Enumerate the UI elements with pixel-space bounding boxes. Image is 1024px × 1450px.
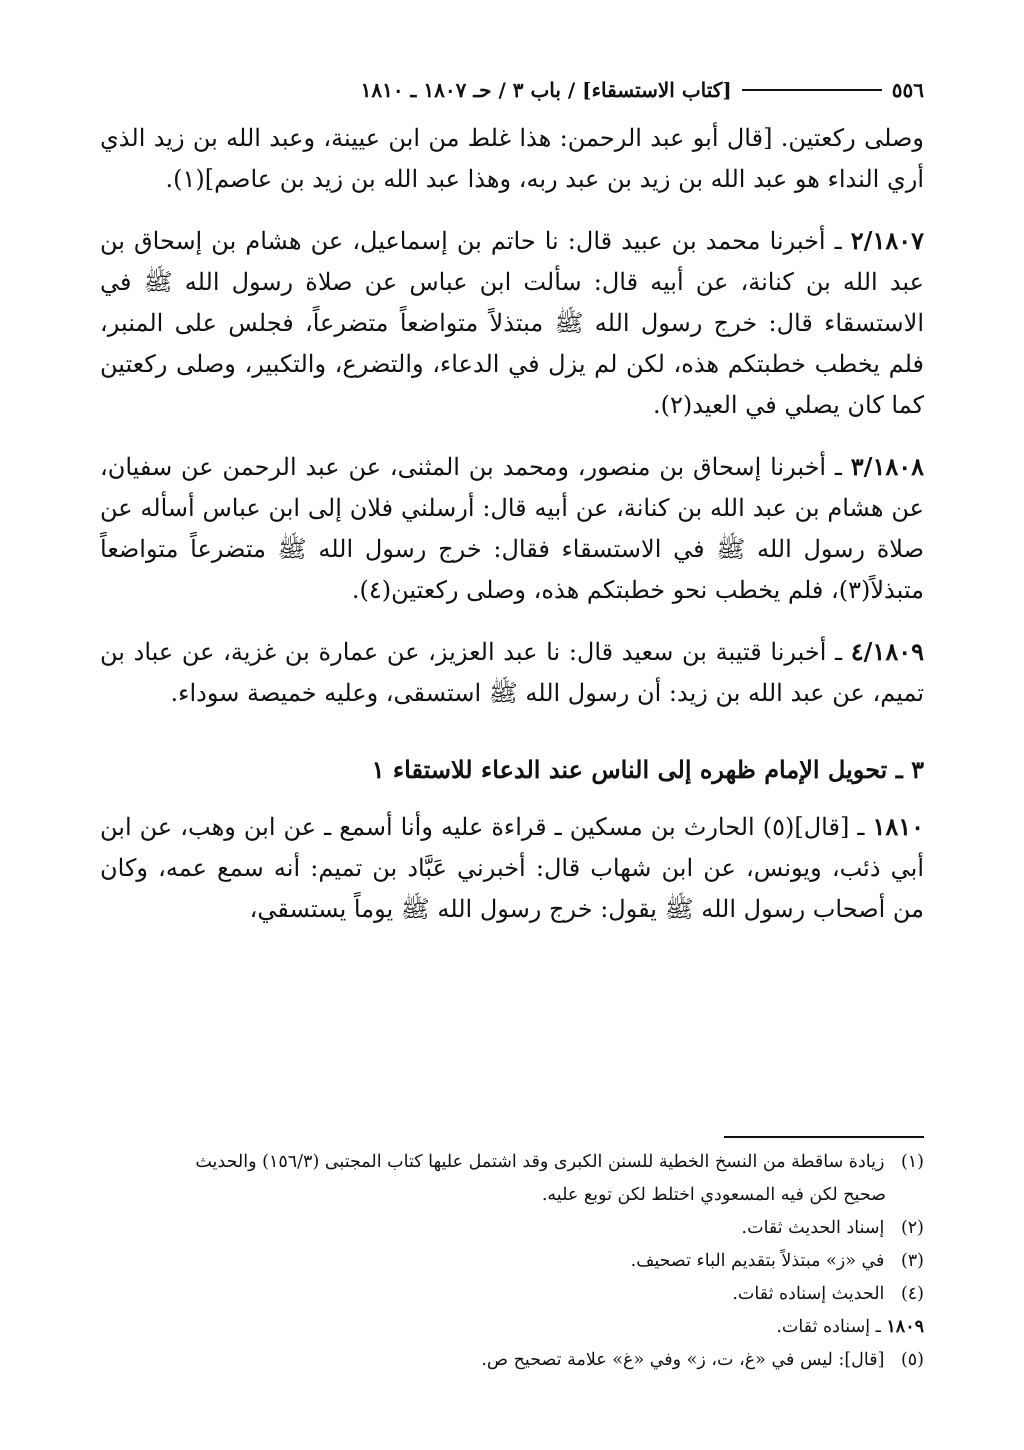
header-rule xyxy=(742,89,882,91)
footnote xyxy=(100,1344,924,1377)
running-header xyxy=(100,62,924,118)
hadith-number: ٣/١٨٠٨ xyxy=(850,452,924,481)
section-title: ٣ ـ تحويل الإمام ظهره إلى الناس عند الدعاء للاستقاء ١ xyxy=(371,755,924,784)
hadith-number: ١٨١٠ xyxy=(872,812,924,841)
footnote-marker: (٤) xyxy=(900,1284,924,1304)
footnote-text: [قال]: ليس في «غ، ت، ز» وفي «غ» علامة تصحيح ص. xyxy=(481,1350,885,1370)
footnote-marker: (٣) xyxy=(900,1251,924,1271)
paragraph-text: ـ [قال](٥) الحارث بن مسكين ـ قراءة عليه وأنا أسمع ـ عن ابن وهب، عن ابن أبي ذئب، ويونس، عن ابن شهاب قال: أخبرني عَبَّاد بن تميم: أنه سمع عمه، وكان من أصحاب رسول الله ﷺ يقول: خرج رسول الله ﷺ يوماً يستسقي، xyxy=(100,813,924,923)
paragraph-text: ـ أخبرنا محمد بن عبيد قال: نا حاتم بن إسماعيل، عن هشام بن إسحاق بن عبد الله بن كنانة، عن أبيه قال: سألت ابن عباس عن صلاة رسول الله ﷺ في الاستسقاء قال: خرج رسول الله ﷺ مبتذلاً متواضعاً متضرعاً، فجلس على المنبر، فلم يخطب خطبتكم هذه، لكن لم يزل في الدعاء، والتضرع، والتكبير، وصلى ركعتين كما كان يصلي في العيد(٢). xyxy=(100,227,924,419)
footnote-text: ـ إسناده ثقات. xyxy=(776,1317,881,1337)
page-number: ٥٥٦ xyxy=(891,78,924,102)
footnote-continuation: صحيح لكن فيه المسعودي اختلط لكن توبع عليه. xyxy=(541,1185,886,1205)
body-text xyxy=(100,118,924,930)
footnote xyxy=(100,1245,924,1278)
header-title: [كتاب الاستسقاء] / باب ٣ / حـ ١٨٠٧ ـ ١٨١٠ xyxy=(360,78,732,102)
footnote-marker: (٥) xyxy=(900,1350,924,1370)
paragraph xyxy=(100,220,924,426)
paragraph xyxy=(100,118,924,200)
hadith-number: ٢/١٨٠٧ xyxy=(850,226,924,255)
footnote xyxy=(100,1146,924,1212)
footnote xyxy=(100,1212,924,1245)
paragraph-text: وصلى ركعتين. [قال أبو عبد الرحمن: هذا غلط من ابن عيينة، وعبد الله بن زيد الذي أري النداء هو عبد الله بن زيد بن عبد ربه، وهذا عبد الله بن زيد بن عاصم](١). xyxy=(100,124,924,193)
footnote-marker: (٢) xyxy=(900,1218,924,1238)
footnote xyxy=(100,1311,924,1344)
paragraph xyxy=(100,446,924,611)
hadith-number: ٤/١٨٠٩ xyxy=(850,637,924,666)
paragraph xyxy=(100,806,924,930)
footnote-text: في «ز» مبتذلاً بتقديم الباء تصحيف. xyxy=(630,1251,885,1271)
paragraph-text: ـ أخبرنا إسحاق بن منصور، ومحمد بن المثنى، عن عبد الرحمن عن سفيان، عن هشام بن عبد الله بن كنانة، عن أبيه قال: أرسلني فلان إلى ابن عباس أسأله عن صلاة رسول الله ﷺ في الاستسقاء فقال: خرج رسول الله ﷺ متضرعاً متواضعاً متبذلاً(٣)، فلم يخطب نحو خطبتكم هذه، وصلى ركعتين(٤). xyxy=(100,453,924,604)
footnote-text: الحديث إسناده ثقات. xyxy=(732,1284,885,1304)
footnotes xyxy=(100,1136,924,1377)
footnote xyxy=(100,1278,924,1311)
footnote-marker: (١) xyxy=(900,1152,924,1172)
footnote-rule xyxy=(724,1136,924,1138)
footnote-marker: ١٨٠٩ xyxy=(886,1317,924,1337)
footnote-text: زيادة ساقطة من النسخ الخطية للسنن الكبرى وقد اشتمل عليها كتاب المجتبى (١٥٦/٣) والحديث xyxy=(195,1152,885,1172)
footnote-text: إسناد الحديث ثقات. xyxy=(741,1218,885,1238)
paragraph-text: ـ أخبرنا قتيبة بن سعيد قال: نا عبد العزيز، عن عمارة بن غزية، عن عباد بن تميم، عن عبد الله بن زيد: أن رسول الله ﷺ استسقى، وعليه خميصة سوداء. xyxy=(100,638,924,707)
paragraph xyxy=(100,631,924,714)
